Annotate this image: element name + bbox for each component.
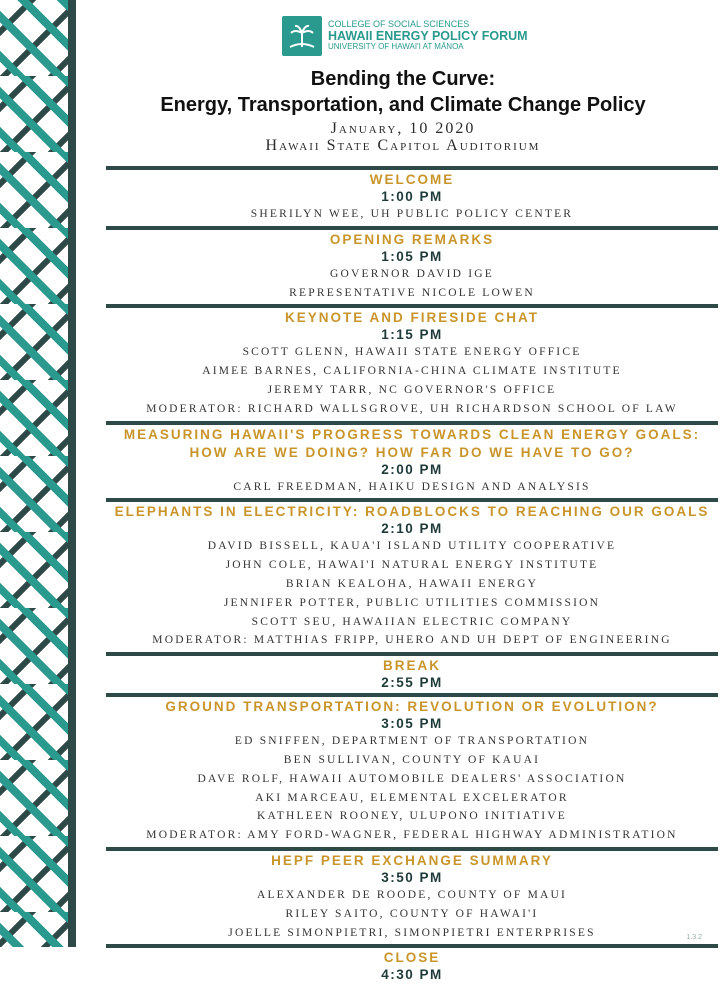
section-title: WELCOME (369, 172, 455, 187)
agenda-section (106, 851, 718, 944)
section-time: 4:30 PM (381, 967, 443, 983)
speaker-line: AIMEE BARNES, CALIFORNIA-CHINA CLIMATE INSTITUTE (202, 365, 622, 378)
agenda-section (106, 170, 718, 226)
speaker-line: GOVERNOR DAVID IGE (330, 267, 494, 280)
section-time: 1:00 PM (381, 189, 443, 204)
section-title: OPENING REMARKS (329, 231, 495, 247)
speaker-line: BRIAN KEALOHA, HAWAII ENERGY (285, 577, 539, 590)
speaker-line: RILEY SAITO, COUNTY OF HAWAI'I (285, 907, 539, 920)
agenda-section (106, 230, 718, 305)
section-time: 2:10 PM (381, 521, 443, 537)
section-time: 3:50 PM (381, 869, 443, 885)
section-title: BREAK (382, 658, 441, 674)
forum-logo (282, 10, 532, 62)
agenda-section (106, 656, 718, 693)
agenda-section (106, 697, 718, 847)
section-title: KEYNOTE AND FIRESIDE CHAT (284, 310, 539, 326)
section-title: GROUND TRANSPORTATION: REVOLUTION OR EVOLUTION? (165, 699, 659, 715)
speaker-line: SCOTT GLENN, HAWAII STATE ENERGY OFFICE (242, 346, 582, 359)
title-line-1: Bending the Curve: (310, 68, 496, 90)
speaker-line: KATHLEEN ROONEY, ULUPONO INITIATIVE (257, 810, 567, 823)
title-line-2: Energy, Transportation, and Climate Change Policy (160, 94, 646, 116)
speaker-line: JOHN COLE, HAWAI'I NATURAL ENERGY INSTITUTE (225, 559, 599, 572)
decorative-pattern (0, 0, 76, 947)
event-date-venue (96, 120, 710, 154)
section-time: 1:05 PM (381, 248, 443, 264)
section-time: 3:05 PM (381, 716, 443, 732)
section-title: MEASURING HAWAII'S PROGRESS TOWARDS CLEAN ENERGY GOALS: HOW ARE WE DOING? HOW FAR DO WE HAVE TO GO? (123, 426, 701, 460)
agenda-list (106, 166, 718, 985)
palm-logo-icon (282, 16, 322, 56)
page-title (96, 66, 710, 118)
section-time: 2:55 PM (381, 675, 443, 691)
speaker-line: MODERATOR: RICHARD WALLSGROVE, UH RICHARDSON SCHOOL OF LAW (146, 402, 678, 415)
logo-forum: HAWAII ENERGY POLICY FORUM (328, 28, 528, 43)
speaker-line: JENNIFER POTTER, PUBLIC UTILITIES COMMISSION (223, 596, 601, 609)
agenda-section (106, 502, 718, 652)
logo-university: UNIVERSITY OF HAWAI'I AT MĀNOA (328, 42, 464, 52)
agenda-section (106, 425, 718, 499)
agenda-section (106, 308, 718, 420)
section-time: 1:15 PM (381, 327, 443, 343)
event-venue: Hawaii State Capitol Auditorium (265, 137, 541, 154)
event-date: January, 10 2020 (330, 120, 476, 137)
section-time: 2:00 PM (381, 461, 443, 477)
speaker-line: DAVID BISSELL, KAUA'I ISLAND UTILITY COOPERATIVE (207, 540, 617, 553)
pattern-edge (68, 0, 76, 947)
speaker-line: SCOTT SEU, HAWAIIAN ELECTRIC COMPANY (251, 615, 573, 628)
logo-college: COLLEGE OF SOCIAL SCIENCES (328, 18, 470, 29)
speaker-line: MODERATOR: MATTHIAS FRIPP, UHERO AND UH DEPT OF ENGINEERING (152, 634, 672, 647)
speaker-line: BEN SULLIVAN, COUNTY OF KAUAI (283, 753, 541, 766)
agenda-section (106, 948, 718, 985)
speaker-line: ALEXANDER DE ROODE, COUNTY OF MAUI (256, 888, 568, 901)
speaker-line: JOELLE SIMONPIETRI, SIMONPIETRI ENTERPRISES (228, 926, 596, 939)
speaker-line: JEREMY TARR, NC GOVERNOR'S OFFICE (267, 383, 557, 396)
section-title: HEPF PEER EXCHANGE SUMMARY (271, 852, 553, 868)
speaker-line: REPRESENTATIVE NICOLE LOWEN (289, 286, 535, 299)
speaker-line: DAVE ROLF, HAWAII AUTOMOBILE DEALERS' ASSOCIATION (197, 772, 627, 785)
speaker-line: AKI MARCEAU, ELEMENTAL EXCELERATOR (255, 791, 569, 804)
agenda-page (96, 0, 710, 983)
page-number: 1.3.2 (686, 934, 702, 941)
speaker-line: CARL FREEDMAN, HAIKU DESIGN AND ANALYSIS (233, 480, 591, 493)
speaker-line: ED SNIFFEN, DEPARTMENT OF TRANSPORTATION (234, 735, 590, 748)
speaker-line: MODERATOR: AMY FORD-WAGNER, FEDERAL HIGHWAY ADMINISTRATION (146, 829, 678, 842)
section-title: CLOSE (383, 950, 441, 966)
speaker-line: SHERILYN WEE, UH PUBLIC POLICY CENTER (250, 208, 574, 220)
section-title: ELEPHANTS IN ELECTRICITY: ROADBLOCKS TO REACHING OUR GOALS (114, 504, 710, 520)
